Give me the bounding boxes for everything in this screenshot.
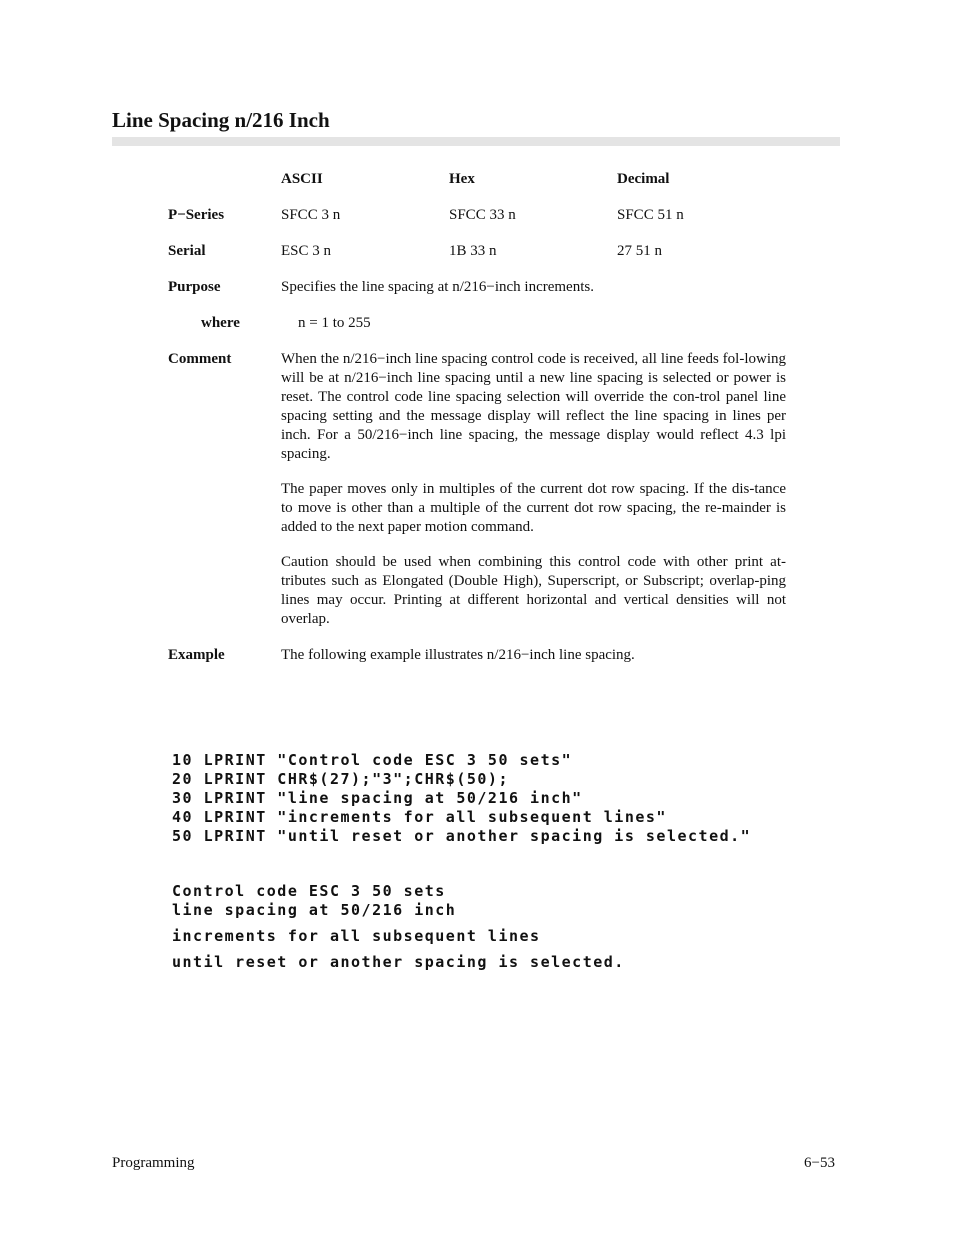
p-series-hex-value: SFCC 33 n xyxy=(449,207,516,223)
column-header-hex: Hex xyxy=(449,171,475,187)
purpose-label: Purpose xyxy=(168,279,221,295)
code-line: 50 LPRINT "until reset or another spacing is selected." xyxy=(172,827,752,845)
output-line: Control code ESC 3 50 sets xyxy=(172,882,446,900)
comment-label: Comment xyxy=(168,351,232,367)
footer-section-name: Programming xyxy=(112,1155,195,1171)
column-header-decimal: Decimal xyxy=(617,171,670,187)
serial-hex-value: 1B 33 n xyxy=(449,243,497,259)
code-listing xyxy=(172,732,751,865)
output-line: increments for all subsequent lines xyxy=(172,927,541,945)
row-label-p-series: P−Series xyxy=(168,207,225,223)
where-text: n = 1 to 255 xyxy=(298,315,371,331)
code-line: 30 LPRINT "line spacing at 50/216 inch" xyxy=(172,789,583,807)
serial-ascii-value: ESC 3 n xyxy=(281,243,332,259)
p-series-ascii-value: SFCC 3 n xyxy=(281,207,341,223)
serial-decimal-value: 27 51 n xyxy=(617,243,662,259)
comment-paragraph-2: The paper moves only in multiples of the current dot row spacing. If the dis-tance to move is other than a multiple of the current dot row spacing, the re-mainder is added to the next paper motion command. xyxy=(281,481,786,535)
page-title: Line Spacing n/216 Inch xyxy=(112,108,330,132)
example-label: Example xyxy=(168,647,225,663)
output-line: line spacing at 50/216 inch xyxy=(172,901,457,919)
column-header-ascii: ASCII xyxy=(281,171,323,187)
comment-paragraph-1: When the n/216−inch line spacing control code is received, all line feeds fol-lowing will be at n/216−inch line spacing until a new line spacing is selected or power is reset. The control code line spacing selection will override the con-trol panel line spacing setting and the message display will reflect the line spacing in lines per inch. For a 50/216−inch line spacing, the message display would reflect 4.3 lpi spacing. xyxy=(281,351,786,462)
comment-paragraph-3: Caution should be used when combining this control code with other print at-tributes such as Elongated (Double High), Superscript, or Subscript; overlap-ping lines may occur. Printing at different horizontal and vertical densities will not overlap. xyxy=(281,554,786,627)
row-label-serial: Serial xyxy=(168,243,206,259)
output-line: until reset or another spacing is selected. xyxy=(172,953,625,971)
title-rule xyxy=(112,137,840,146)
where-label: where xyxy=(201,315,240,331)
footer-page-number: 6−53 xyxy=(804,1155,835,1171)
code-line: 20 LPRINT CHR$(27);"3";CHR$(50); xyxy=(172,770,509,788)
example-text: The following example illustrates n/216−inch line spacing. xyxy=(281,647,635,663)
purpose-text: Specifies the line spacing at n/216−inch increments. xyxy=(281,279,594,295)
p-series-decimal-value: SFCC 51 n xyxy=(617,207,684,223)
code-line: 10 LPRINT "Control code ESC 3 50 sets" xyxy=(172,751,573,769)
code-line: 40 LPRINT "increments for all subsequent lines" xyxy=(172,808,667,826)
